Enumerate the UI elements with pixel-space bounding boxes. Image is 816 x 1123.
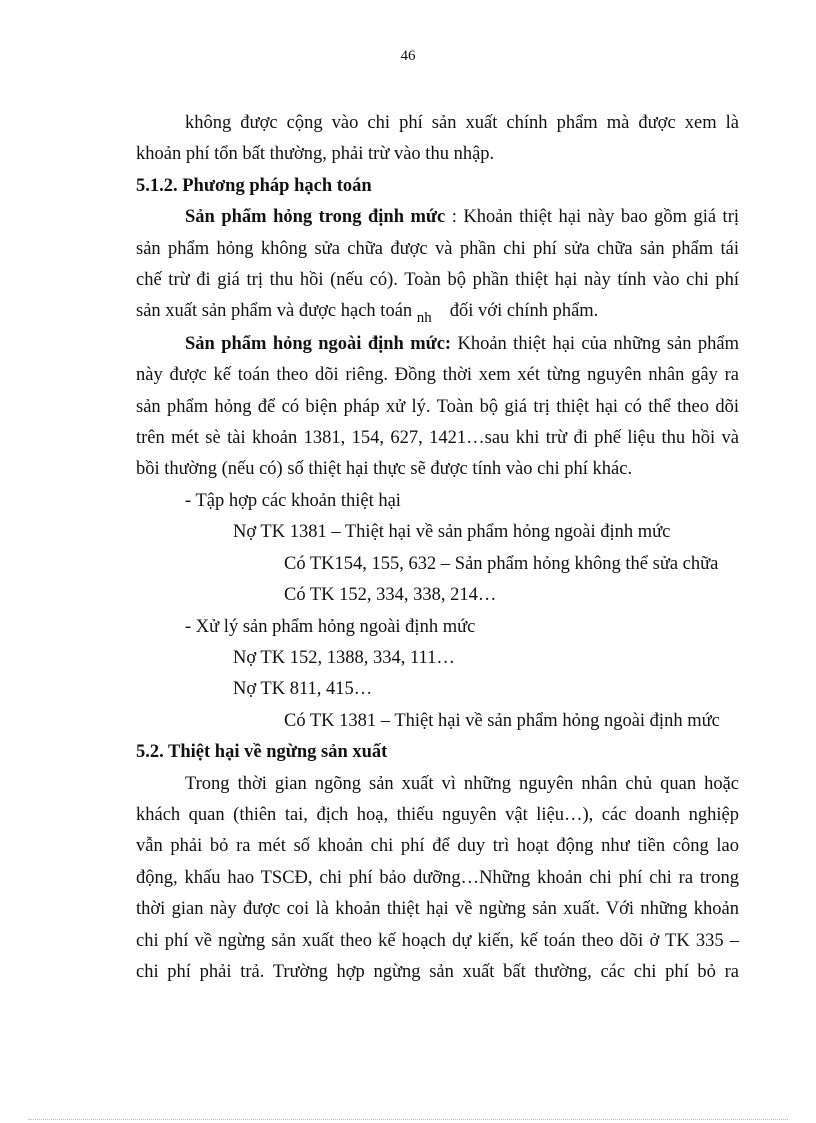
journal-entry: Có TK 1381 – Thiệt hại về sản phẩm hỏng ngoài định mức bbox=[284, 710, 720, 731]
subscript: nh bbox=[416, 310, 432, 327]
journal-entry: Có TK 152, 334, 338, 214… bbox=[284, 585, 497, 606]
document-body bbox=[136, 108, 739, 988]
text-line: chi phí về ngừng sản xuất theo kế hoạch dự kiến, kế toán theo dõi ở TK 335 – bbox=[136, 930, 739, 951]
text-line: thời gian này được coi là khoản thiệt hại về ngừng sản xuất. Với những khoản bbox=[136, 899, 739, 920]
text-span: đối với chính phẩm. bbox=[449, 301, 599, 322]
text-span: sản xuất sản phẩm và được hạch toán bbox=[136, 301, 417, 322]
text-line: bồi thường (nếu có) số thiệt hại thực sẽ được tính vào chi phí khác. bbox=[136, 459, 633, 480]
text-span: Khoản thiệt hại của những sản phẩm bbox=[451, 333, 740, 354]
text-line: vẫn phải bỏ ra mét số khoản chi phí để duy trì hoạt động như tiền công lao bbox=[136, 836, 739, 857]
text-line: sản phẩm hỏng để có biện pháp xử lý. Toàn bộ giá trị thiệt hại có thể theo dõi bbox=[136, 396, 739, 417]
page-number: 46 bbox=[400, 48, 416, 64]
term-in-norm: Sản phẩm hỏng trong định mức bbox=[185, 207, 446, 228]
text-line: Trong thời gian ngõng sản xuất vì những nguyên nhân chủ quan hoặc bbox=[185, 773, 739, 794]
term-out-norm: Sản phẩm hỏng ngoài định mức: bbox=[185, 333, 452, 354]
journal-entry: Nợ TK 1381 – Thiệt hại về sản phẩm hỏng ngoài định mức bbox=[233, 522, 671, 543]
section-heading-5-1-2: 5.1.2. Phương pháp hạch toán bbox=[136, 175, 372, 196]
text-line: chế trừ đi giá trị thu hồi (nếu có). Toàn bộ phần thiệt hại này tính vào chi phí bbox=[136, 270, 739, 291]
text-span: : Khoản thiệt hại này bao gồm giá trị bbox=[445, 207, 739, 228]
journal-entry: Có TK154, 155, 632 – Sản phẩm hỏng không thể sửa chữa bbox=[284, 553, 719, 574]
text-line: không được cộng vào chi phí sản xuất chính phẩm mà được xem là bbox=[185, 113, 739, 133]
page-bottom-divider bbox=[28, 1119, 788, 1120]
text-line: khoản phí tổn bất thường, phải trừ vào thu nhập. bbox=[136, 144, 495, 165]
list-item: - Xử lý sản phẩm hỏng ngoài định mức bbox=[185, 616, 476, 637]
text-line: này được kế toán theo dõi riêng. Đồng thời xem xét từng nguyên nhân gây ra bbox=[136, 365, 739, 386]
text-line: sản phẩm hỏng không sửa chữa được và phần chi phí sửa chữa sản phẩm tái bbox=[136, 238, 739, 259]
text-line bbox=[136, 329, 739, 360]
text-line: chi phí phải trả. Trường hợp ngừng sản xuất bất thường, các chi phí bỏ ra bbox=[136, 961, 739, 982]
list-item: - Tập hợp các khoản thiệt hại bbox=[185, 490, 401, 511]
text-line: trên mét sè tài khoản 1381, 154, 627, 1421…sau khi trừ đi phế liệu thu hồi và bbox=[136, 428, 739, 449]
text-line: khách quan (thiên tai, địch hoạ, thiếu nguyên vật liệu…), các doanh nghiệp bbox=[136, 804, 739, 825]
text-line: động, khấu hao TSCĐ, chi phí bảo dưỡng…Những khoản chi phí chi ra trong bbox=[136, 867, 739, 888]
section-heading-5-2: 5.2. Thiệt hại về ngừng sản xuất bbox=[136, 742, 388, 763]
journal-entry: Nợ TK 811, 415… bbox=[233, 679, 373, 700]
text-line bbox=[136, 296, 739, 328]
text-line bbox=[136, 202, 739, 233]
journal-entry: Nợ TK 152, 1388, 334, 111… bbox=[233, 647, 455, 668]
